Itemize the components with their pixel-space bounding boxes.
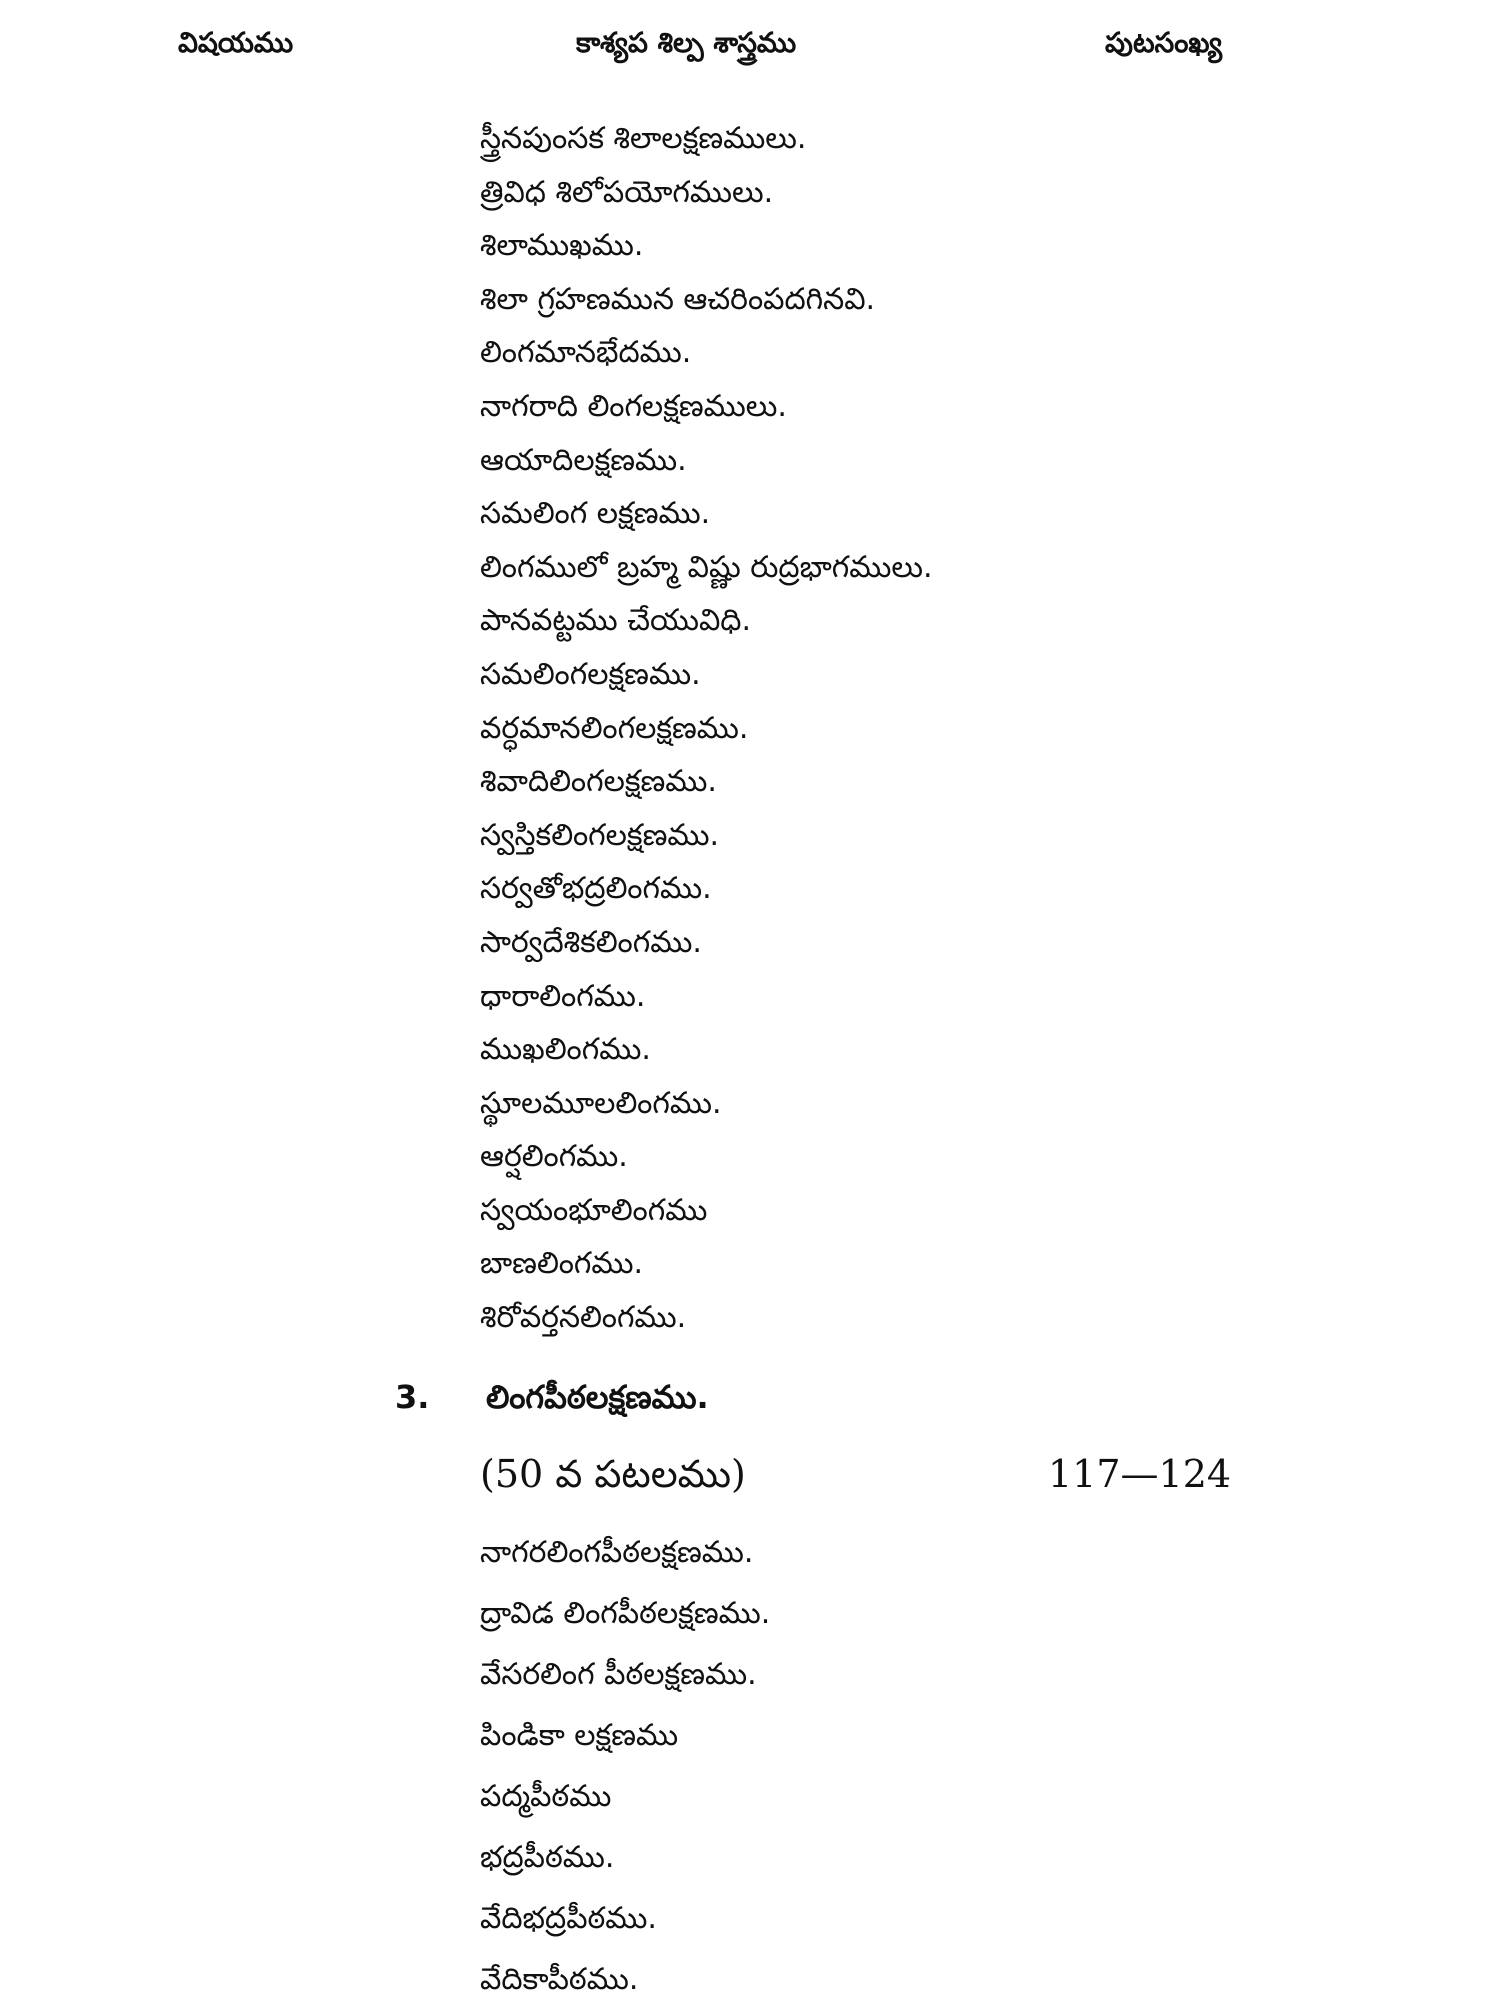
contents-entry: ధారాలింగము.	[480, 978, 646, 1014]
contents-entry: శిరోవర్తనలింగము.	[480, 1300, 687, 1336]
contents-entry: సర్వతోభద్రలింగము.	[480, 871, 712, 907]
chapter-reference: (50 వ పటలము)	[480, 1452, 746, 1496]
contents-entry: లింగములో బ్రహ్మ విష్ణు రుద్రభాగములు.	[480, 549, 933, 585]
contents-entry: సమలింగలక్షణము.	[480, 656, 701, 692]
contents-list	[480, 112, 1380, 1345]
contents-entry: శిలా గ్రహణమున ఆచరింపదగినవి.	[480, 281, 876, 317]
contents-entry: వర్ధమానలింగలక్షణము.	[480, 710, 749, 746]
contents-entry: పద్మపీఠము	[480, 1779, 612, 1814]
contents-entry: పానవట్టము చేయువిధి.	[480, 603, 752, 639]
contents-entry: స్త్రీనపుంసక శిలాలక్షణములు.	[480, 121, 807, 156]
contents-entry: ఆర్షలింగము.	[480, 1139, 628, 1175]
contents-entry: స్వయంభూలింగము	[480, 1192, 708, 1228]
contents-entry: లింగమానభేదము.	[480, 335, 692, 371]
contents-entry: బాణలింగము.	[480, 1246, 644, 1282]
contents-entry: స్థూలమూలలింగము.	[480, 1085, 722, 1121]
header-book-title: కాశ్యప శిల్ప శాస్త్రము	[576, 26, 797, 59]
contents-entry: నాగరాది లింగలక్షణములు.	[480, 388, 787, 424]
contents-entry: స్వస్తికలింగలక్షణము.	[480, 817, 720, 853]
contents-entry: పిండికా లక్షణము	[480, 1718, 679, 1753]
contents-entry: త్రివిధ శిలోపయోగములు.	[480, 174, 774, 210]
page-header	[0, 26, 1500, 66]
header-page-number-label: పుటసంఖ్య	[1105, 26, 1223, 59]
section-title: లింగపీఠలక్షణము.	[486, 1378, 709, 1416]
header-subject-label: విషయము	[178, 26, 294, 59]
section-number: 3.	[395, 1378, 430, 1416]
contents-entry: వేసరలింగ పీఠలక్షణము.	[480, 1657, 757, 1692]
section-contents-list	[480, 1522, 1380, 2010]
contents-entry: ద్రావిడ లింగపీఠలక్షణము.	[480, 1596, 771, 1631]
contents-entry: వేదిభద్రపీఠము.	[480, 1901, 657, 1936]
contents-entry: వేదికాపీఠము.	[480, 1962, 639, 1997]
page-range: 117—124	[1048, 1452, 1232, 1496]
contents-entry: ఆయాదిలక్షణము.	[480, 442, 687, 478]
contents-entry: నాగరలింగపీఠలక్షణము.	[480, 1535, 754, 1570]
contents-entry: సార్వదేశికలింగము.	[480, 924, 702, 960]
contents-entry: ముఖలింగము.	[480, 1032, 651, 1068]
contents-entry: శిలాముఖము.	[480, 228, 644, 264]
contents-entry: భద్రపీఠము.	[480, 1840, 615, 1875]
contents-entry: సమలింగ లక్షణము.	[480, 496, 711, 532]
chapter-reference-row	[0, 1452, 1500, 1508]
section-heading	[0, 1378, 1500, 1428]
contents-entry: శివాదిలింగలక్షణము.	[480, 764, 717, 800]
